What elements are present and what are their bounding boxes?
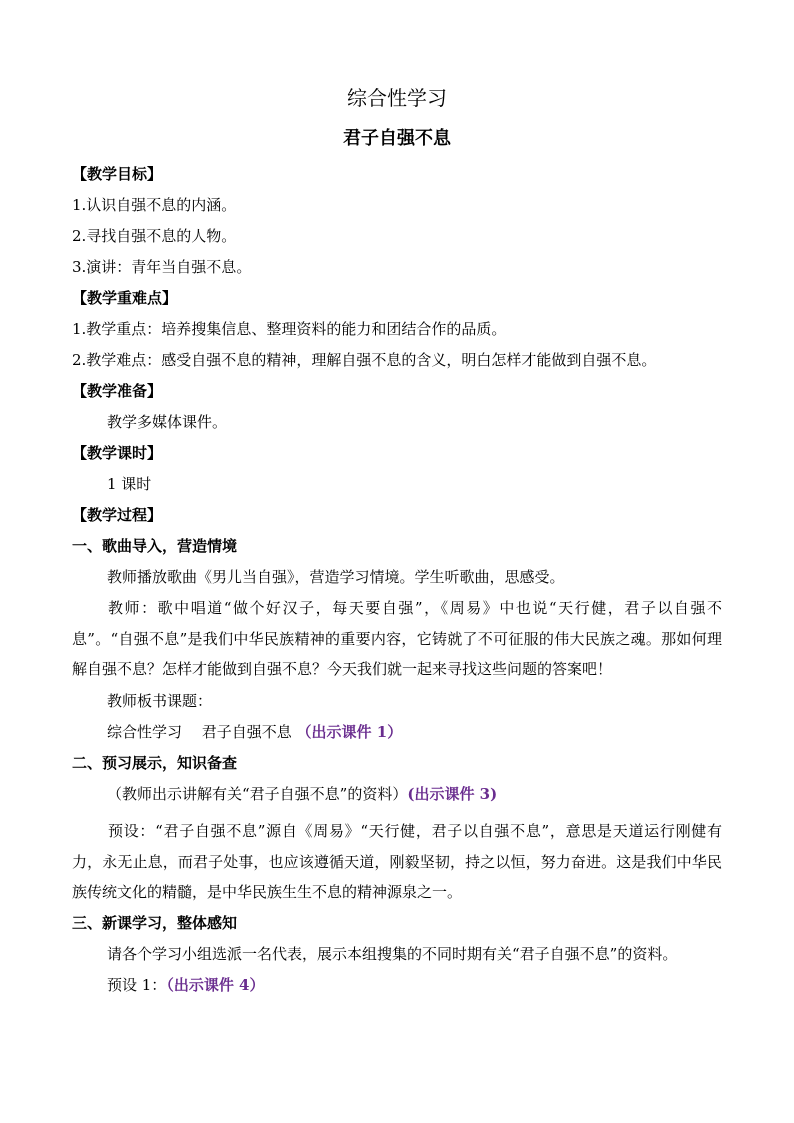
objective-item-1: 1.认识自强不息的内涵。 (72, 196, 237, 214)
section1-paragraph-3: 教师板书课题： (107, 692, 213, 710)
key-point-item-1: 1.教学重点：培养搜集信息、整理资料的能力和团结合作的品质。 (72, 320, 507, 338)
section3-heading: 三、新课学习，整体感知 (72, 914, 238, 932)
key-point-item-2: 2.教学难点：感受自强不息的精神，理解自强不息的含义，明白怎样才能做到自强不息。 (72, 351, 657, 369)
preset-label: 预设 1： (107, 976, 167, 994)
section2-paragraph-1-text: （教师出示讲解有关“君子自强不息”的资料） (107, 785, 408, 803)
section1-board-title (107, 722, 722, 742)
board-title-text: 综合性学习 君子自强不息 (107, 723, 297, 741)
section3-paragraph-1: 请各个学习小组选派一名代表，展示本组搜集的不同时期有关“君子自强不息”的资料。 (107, 945, 678, 963)
preparation-heading: 【教学准备】 (72, 382, 163, 400)
section1-paragraph-2: 教师：歌中唱道“做个好汉子，每天要自强”，《周易》中也说“天行健，君子以自强不息”。“自强不息”是我们中华民族精神的重要内容，它铸就了不可征服的伟大民族之魂。那如何理解自强不息？怎样才能做到自强不息？今天我们就一起来寻找这些问题的答案吧！ (72, 599, 722, 678)
courseware-note-1: （出示课件 1） (296, 723, 403, 741)
objective-item-3: 3.演讲：青年当自强不息。 (72, 258, 252, 276)
page-title: 综合性学习 (347, 86, 447, 110)
section2-paragraph-2: 预设：“君子自强不息”源自《周易》“天行健，君子以自强不息”，意思是天道运行刚健有力，永无止息，而君子处事，也应该遵循天道，刚毅坚韧，持之以恒，努力奋进。这是我们中华民族传统文化的精髓，是中华民族生生不息的精神源泉之一。 (72, 822, 722, 901)
objective-item-2: 2.寻找自强不息的人物。 (72, 227, 237, 245)
key-points-heading: 【教学重难点】 (72, 289, 178, 307)
periods-heading: 【教学课时】 (72, 444, 163, 462)
objectives-heading: 【教学目标】 (72, 165, 163, 183)
section2-heading: 二、预习展示，知识备查 (72, 754, 238, 772)
periods-text: 1 课时 (107, 475, 152, 493)
section1-heading: 一、歌曲导入，营造情境 (72, 537, 238, 555)
process-heading: 【教学过程】 (72, 506, 163, 524)
lesson-title: 君子自强不息 (343, 128, 451, 149)
courseware-note-3: (出示课件 3) (407, 785, 498, 803)
preparation-text: 教学多媒体课件。 (107, 413, 228, 431)
section3-paragraph-2 (107, 975, 722, 995)
courseware-note-4: （出示课件 4） (166, 976, 265, 994)
section1-paragraph-1: 教师播放歌曲《男儿当自强》，营造学习情境。学生听歌曲，思感受。 (107, 568, 565, 586)
section2-paragraph-1 (107, 784, 722, 804)
